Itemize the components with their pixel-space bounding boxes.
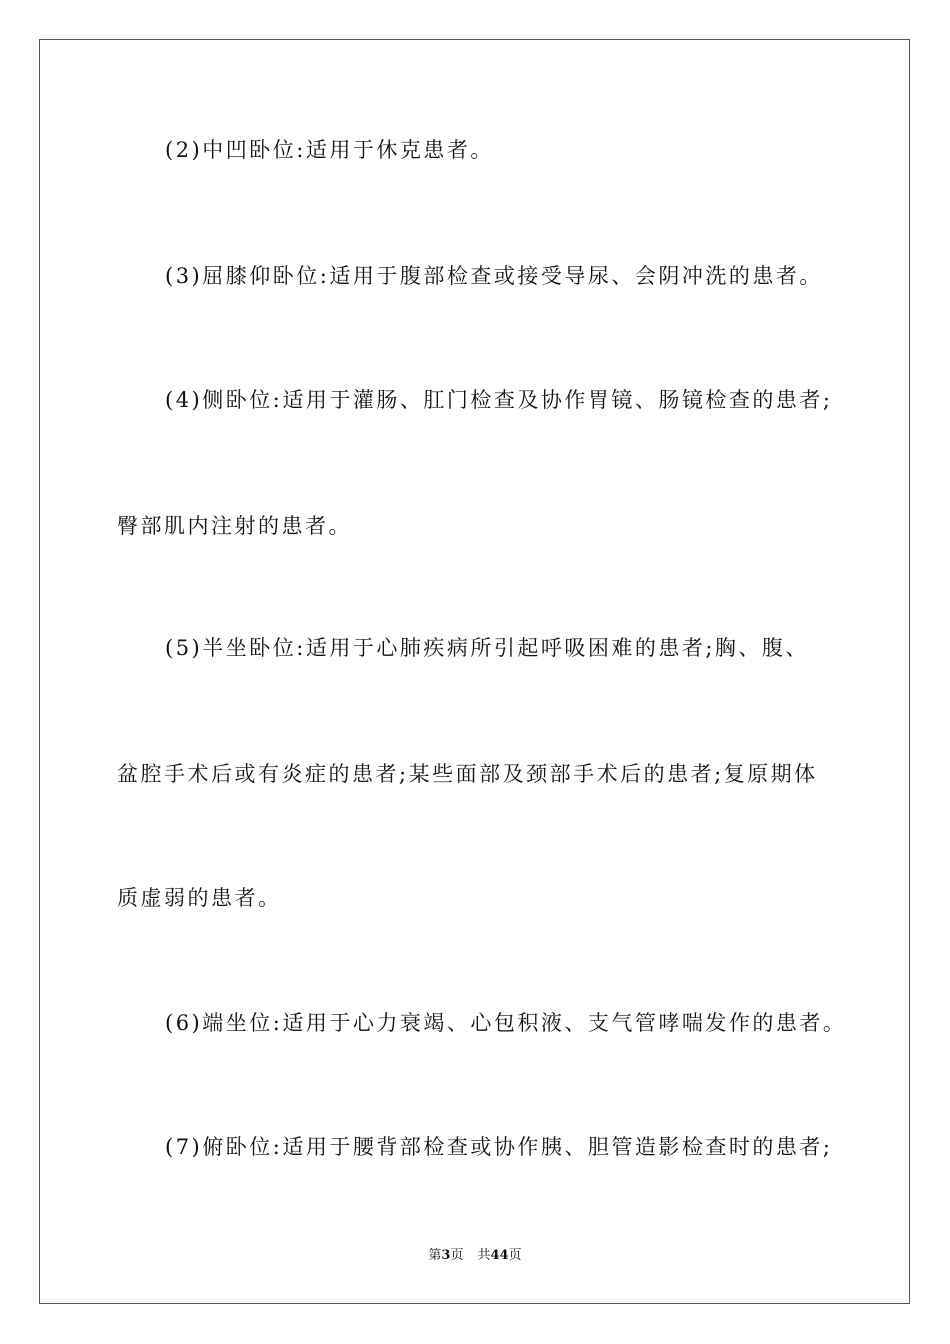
- paragraph-line-8: (6)端坐位:适用于心力衰竭、心包积液、支气管哮喘发作的患者。: [165, 1011, 847, 1035]
- paragraph-line-1: (2)中凹卧位:适用于休克患者。: [165, 138, 494, 162]
- footer-total-suffix: 页: [508, 1248, 522, 1263]
- paragraph-line-4: 臀部肌内注射的患者。: [117, 514, 352, 538]
- paragraph-line-5: (5)半坐卧位:适用于心肺疾病所引起呼吸困难的患者;胸、腹、: [165, 636, 809, 660]
- footer-page-number: 3: [441, 1248, 451, 1263]
- footer-total-prefix: 共: [477, 1248, 491, 1263]
- paragraph-line-2: (3)屈膝仰卧位:适用于腹部检查或接受导尿、会阴冲洗的患者。: [165, 264, 823, 288]
- paragraph-line-7: 质虚弱的患者。: [117, 886, 282, 910]
- page-border: [39, 39, 910, 1304]
- footer-page-suffix: 页: [450, 1248, 464, 1263]
- page-footer: [0, 1249, 950, 1262]
- paragraph-line-3: (4)侧卧位:适用于灌肠、肛门检查及协作胃镜、肠镜检查的患者;: [165, 388, 833, 412]
- footer-page-prefix: 第: [428, 1248, 442, 1263]
- paragraph-line-6: 盆腔手术后或有炎症的患者;某些面部及颈部手术后的患者;复原期体: [117, 762, 818, 786]
- footer-total-number: 44: [490, 1248, 509, 1263]
- paragraph-line-9: (7)俯卧位:适用于腰背部检查或协作胰、胆管造影检查时的患者;: [165, 1135, 833, 1159]
